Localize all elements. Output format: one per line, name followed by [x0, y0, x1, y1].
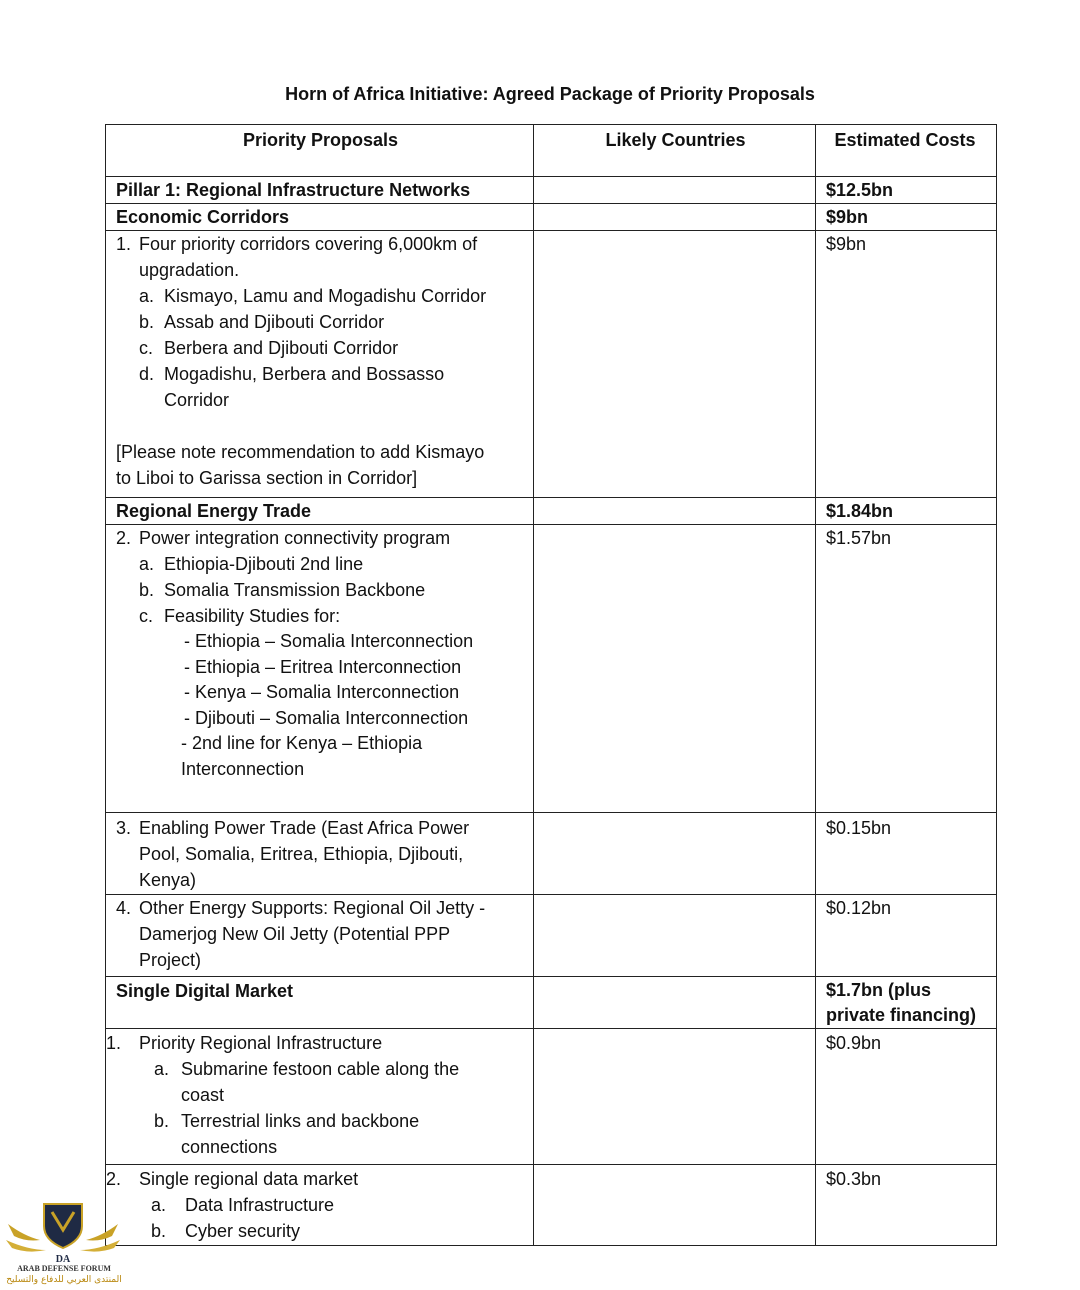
countries-cell — [534, 1165, 816, 1246]
table-row — [106, 813, 997, 895]
table-row — [106, 525, 997, 813]
document-title: Horn of Africa Initiative: Agreed Package of Priority Proposals — [285, 84, 815, 104]
energy-item2-cost: $1.57bn — [816, 525, 997, 813]
energy-item4-cost: $0.12bn — [816, 895, 997, 977]
list-item: a. Submarine festoon cable along the coast — [154, 1059, 460, 1105]
list-item: b. Terrestrial links and backbone connections — [154, 1111, 420, 1157]
list-item: - Ethiopia – Eritrea Interconnection — [184, 656, 462, 677]
countries-cell — [534, 813, 816, 895]
energy-item4-cell — [106, 895, 534, 977]
list-item: a. Kismayo, Lamu and Mogadishu Corridor — [139, 286, 487, 306]
pillar1-cost: $12.5bn — [816, 177, 997, 204]
digital-label: Single Digital Market — [106, 977, 534, 1029]
table-header-row — [106, 125, 997, 177]
list-item: - Kenya – Somalia Interconnection — [184, 682, 460, 702]
table-row — [106, 1165, 997, 1246]
list-item: 4. Other Energy Supports: Regional Oil Jetty - Damerjog New Oil Jetty (Potential PPP Project) — [116, 898, 486, 970]
energy-item3-cell — [106, 813, 534, 895]
list-item: c. Berbera and Djibouti Corridor — [139, 338, 399, 358]
econ-item1-cost: $9bn — [816, 231, 997, 498]
table-row — [106, 1029, 997, 1165]
corridor-note: [Please note recommendation to add Kismayo to Liboi to Garissa section in Corridor] — [116, 442, 485, 488]
digital-item2-cell — [106, 1165, 534, 1246]
energy-item3-cost: $0.15bn — [816, 813, 997, 895]
countries-cell — [534, 498, 816, 525]
header-priority-proposals: Priority Proposals — [106, 125, 534, 177]
watermark-line1: ARAB DEFENSE FORUM — [17, 1264, 111, 1273]
countries-cell — [534, 977, 816, 1029]
list-item: - Djibouti – Somalia Interconnection — [184, 707, 469, 728]
list-item: 2. Single regional data market — [106, 1169, 359, 1189]
table-row — [106, 204, 997, 231]
list-item: 2. Power integration connectivity program — [116, 528, 451, 548]
countries-cell — [534, 1029, 816, 1165]
table-row — [106, 231, 997, 498]
list-item: a. Data Infrastructure — [151, 1195, 335, 1215]
digital-item2-cost: $0.3bn — [816, 1165, 997, 1246]
digital-item1-cell — [106, 1029, 534, 1165]
table-row — [106, 498, 997, 525]
countries-cell — [534, 204, 816, 231]
econ-item-cell — [106, 231, 534, 498]
digital-item1-cost: $0.9bn — [816, 1029, 997, 1165]
list-item: 1. Four priority corridors covering 6,000km of upgradation. — [116, 234, 478, 280]
list-item: 3. Enabling Power Trade (East Africa Power Pool, Somalia, Eritrea, Ethiopia, Djibouti, Kenya) — [116, 818, 470, 890]
econ-cost: $9bn — [816, 204, 997, 231]
digital-cost: $1.7bn (plus private financing) — [816, 977, 997, 1029]
feasibility-list — [116, 629, 525, 782]
table-row — [106, 895, 997, 977]
energy-item2-cell — [106, 525, 534, 813]
watermark-line2: المنتدى العربي للدفاع والتسليح — [6, 1275, 122, 1285]
proposals-table — [105, 124, 997, 1246]
countries-cell — [534, 525, 816, 813]
list-item: - Ethiopia – Somalia Interconnection — [184, 631, 474, 651]
table-row — [106, 977, 997, 1029]
energy-label: Regional Energy Trade — [106, 498, 534, 525]
logo-mark: DA — [55, 1254, 71, 1265]
countries-cell — [534, 177, 816, 204]
list-item: b. Somalia Transmission Backbone — [139, 580, 426, 600]
list-item: a. Ethiopia-Djibouti 2nd line — [139, 554, 364, 574]
list-item: b. Cyber security — [151, 1221, 301, 1241]
header-likely-countries: Likely Countries — [534, 125, 816, 177]
pillar1-label: Pillar 1: Regional Infrastructure Networks — [106, 177, 534, 204]
header-estimated-costs: Estimated Costs — [816, 125, 997, 177]
countries-cell — [534, 895, 816, 977]
list-item: - 2nd line for Kenya – Ethiopia — [181, 733, 423, 753]
list-item: d. Mogadishu, Berbera and Bossasso Corridor — [139, 364, 445, 410]
list-item: b. Assab and Djibouti Corridor — [139, 312, 385, 332]
countries-cell — [534, 231, 816, 498]
list-item: 1. Priority Regional Infrastructure — [106, 1033, 383, 1053]
econ-label: Economic Corridors — [106, 204, 534, 231]
list-item-continuation: Interconnection — [181, 758, 305, 779]
table-row — [106, 177, 997, 204]
list-item: c. Feasibility Studies for: — [139, 606, 341, 626]
energy-cost: $1.84bn — [816, 498, 997, 525]
